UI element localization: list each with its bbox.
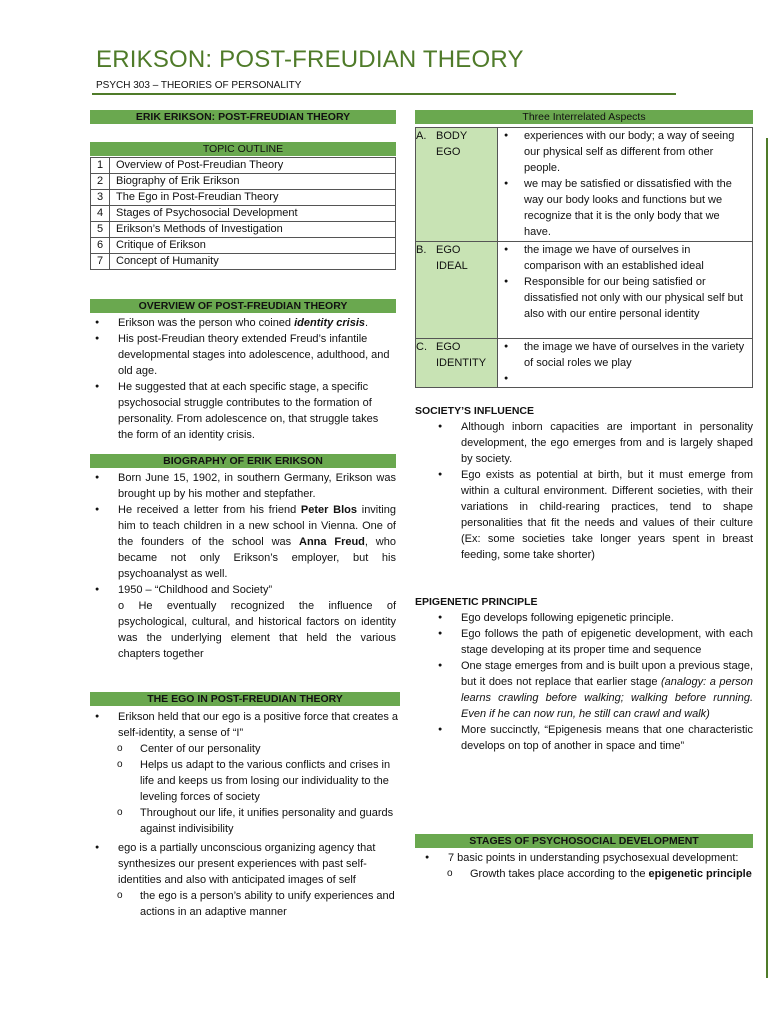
title-divider xyxy=(92,93,676,95)
list-item xyxy=(498,371,752,387)
aspects-bar: Three Interrelated Aspects xyxy=(415,110,753,124)
sub-list-item xyxy=(420,866,753,882)
bio-text: inviting him to teach children in a new school in Vienna. One of the founders of the school was xyxy=(118,504,396,548)
list-item: ● He suggested that at each specific stage, a specific psychosocial struggle contributes to the formation of personality. From adolescence on, that struggle takes the form of an identity crisis. xyxy=(90,379,396,443)
main-section-bar: ERIK ERIKSON: POST-FREUDIAN THEORY xyxy=(90,110,396,124)
aspect-details xyxy=(498,242,753,339)
epigenetic-heading: EPIGENETIC PRINCIPLE xyxy=(415,596,538,608)
aspect-word: EGO xyxy=(436,244,461,256)
emphasis-term: epigenetic principle xyxy=(648,868,752,880)
table-row xyxy=(91,174,396,190)
sub-list-item: o the ego is a person’s ability to unify experiences and actions in an adaptive manner xyxy=(90,888,400,920)
ego-list xyxy=(90,709,400,920)
aspect-word: EGO xyxy=(436,341,461,353)
overview-text: Erikson was the person who coined xyxy=(118,317,295,329)
ego-section-bar: THE EGO IN POST-FREUDIAN THEORY xyxy=(90,692,400,706)
topic-number: 7 xyxy=(91,254,110,270)
table-row xyxy=(91,158,396,174)
overview-text: . xyxy=(365,317,369,329)
sub-list-item: o Helps us adapt to the various conflicts and crises in life and keeps us from losing our individuality to the leveling forces of society xyxy=(90,757,400,805)
list-item: ● we may be satisfied or dissatisfied with the way our body looks and functions but we recognize that it is the only body that we have. xyxy=(498,176,752,240)
list-item xyxy=(433,658,753,722)
topic-number: 3 xyxy=(91,190,110,206)
aspect-key xyxy=(416,128,498,242)
list-item: ● Ego develops following epigenetic principle. xyxy=(433,610,753,626)
list-item: ● More succinctly, “Epigenesis means that one characteristic develops on top of another in space and time” xyxy=(433,722,753,754)
analogy-text: (analogy: a person learns crawling before walking; walking before running. Even if he can now run, he still can crawl and walk) xyxy=(461,676,753,720)
topic-label: Biography of Erik Erikson xyxy=(110,174,396,190)
table-row xyxy=(91,254,396,270)
topic-label: Erikson’s Methods of Investigation xyxy=(110,222,396,238)
table-row xyxy=(416,339,753,388)
topic-label: The Ego in Post-Freudian Theory xyxy=(110,190,396,206)
aspect-details xyxy=(498,128,753,242)
list-item: ● the image we have of ourselves in comparison with an established ideal xyxy=(498,242,752,274)
aspect-letter: C. xyxy=(416,341,427,353)
table-row xyxy=(91,222,396,238)
sub-list-item: o Center of our personality xyxy=(90,741,400,757)
bio-text: , who became not only Erikson’s employer, but his psychoanalyst as well. xyxy=(118,536,396,580)
aspect-details xyxy=(498,339,753,388)
aspect-key xyxy=(416,339,498,388)
aspect-letter: B. xyxy=(416,244,427,256)
emphasis-term: identity crisis xyxy=(294,317,366,329)
list-item: ● 7 basic points in understanding psychosexual development: xyxy=(420,850,753,866)
table-row xyxy=(416,242,753,339)
list-item: ● Ego exists as potential at birth, but it must emerge from within a cultural environment. Different societies, with their variations in child-rearing practices, tend to shape personalities that fit the needs and values of their culture (Ex: some societies take longer years spent in breast feeding, some take shorter) xyxy=(433,467,753,563)
list-item: ● His post-Freudian theory extended Freud’s infantile developmental stages into adolescence, adulthood, and old age. xyxy=(90,331,396,379)
topic-label: Stages of Psychosocial Development xyxy=(110,206,396,222)
aspect-word: EGO xyxy=(436,146,461,158)
list-item: ● Although inborn capacities are important in personality development, the ego emerges from and is largely shaped by society. xyxy=(433,419,753,467)
stages-section-bar: STAGES OF PSYCHOSOCIAL DEVELOPMENT xyxy=(415,834,753,848)
epigenetic-text: One stage emerges from and is built upon a previous stage, but it does not replace that earlier stage xyxy=(461,660,753,688)
society-heading: SOCIETY’S INFLUENCE xyxy=(415,405,535,417)
list-item: ● experiences with our body; a way of seeing our physical self as different from other people. xyxy=(498,128,752,176)
aspect-letter: A. xyxy=(416,130,427,142)
list-item: ● the image we have of ourselves in the variety of social roles we play xyxy=(498,339,752,371)
page-title: ERIKSON: POST-FREUDIAN THEORY xyxy=(96,46,524,73)
list-item: ● Responsible for our being satisfied or dissatisfied not only with our physical self but also with our entire personal identity xyxy=(498,274,752,322)
list-item: ● Erikson held that our ego is a positive force that creates a self-identity, a sense of “I” xyxy=(90,709,400,741)
table-row xyxy=(416,128,753,242)
aspect-key xyxy=(416,242,498,339)
sub-list-item: o Throughout our life, it unifies personality and guards against indivisibility xyxy=(90,805,400,837)
topic-label: Concept of Humanity xyxy=(110,254,396,270)
list-item xyxy=(90,315,396,331)
overview-section-bar: OVERVIEW OF POST-FREUDIAN THEORY xyxy=(90,299,396,313)
overview-list xyxy=(90,315,396,443)
aspects-table xyxy=(415,127,753,388)
bio-text: 1950 – “Childhood and Society” xyxy=(118,584,273,596)
list-item: ● Born June 15, 1902, in southern Germany, Erikson was brought up by his mother and stepfather. xyxy=(90,470,396,502)
topic-outline-table xyxy=(90,157,396,270)
epigenetic-list xyxy=(433,610,753,754)
topic-number: 6 xyxy=(91,238,110,254)
topic-number: 4 xyxy=(91,206,110,222)
stages-text: Growth takes place according to the xyxy=(470,868,649,880)
stages-list xyxy=(420,850,753,882)
society-list xyxy=(433,419,753,563)
topic-number: 1 xyxy=(91,158,110,174)
table-row xyxy=(91,190,396,206)
biography-list xyxy=(90,470,396,662)
table-row xyxy=(91,238,396,254)
person-name: Peter Blos xyxy=(300,504,358,516)
topic-label: Critique of Erikson xyxy=(110,238,396,254)
list-item: ● ego is a partially unconscious organizing agency that synthesizes our present experiences with past self-identities and also with anticipated images of self xyxy=(90,840,400,888)
bio-subtext: o He eventually recognized the influence of psychological, cultural, and historical factors on identity was the underlying element that held the various chapters together xyxy=(118,600,396,660)
aspect-word: IDEAL xyxy=(436,260,468,272)
person-name: Anna Freud xyxy=(299,536,365,548)
list-item xyxy=(90,502,396,582)
biography-section-bar: BIOGRAPHY OF ERIK ERIKSON xyxy=(90,454,396,468)
topic-label: Overview of Post-Freudian Theory xyxy=(110,158,396,174)
list-item xyxy=(90,582,396,662)
aspect-word: IDENTITY xyxy=(436,357,487,369)
topic-number: 2 xyxy=(91,174,110,190)
list-item: ● Ego follows the path of epigenetic development, with each stage developing at its proper time and sequence xyxy=(433,626,753,658)
bio-text: He received a letter from his friend xyxy=(118,504,301,516)
table-row xyxy=(91,206,396,222)
aspect-word: BODY xyxy=(436,130,468,142)
topic-number: 5 xyxy=(91,222,110,238)
topic-outline-bar: TOPIC OUTLINE xyxy=(90,142,396,156)
page-subtitle: PSYCH 303 – THEORIES OF PERSONALITY xyxy=(96,80,302,91)
